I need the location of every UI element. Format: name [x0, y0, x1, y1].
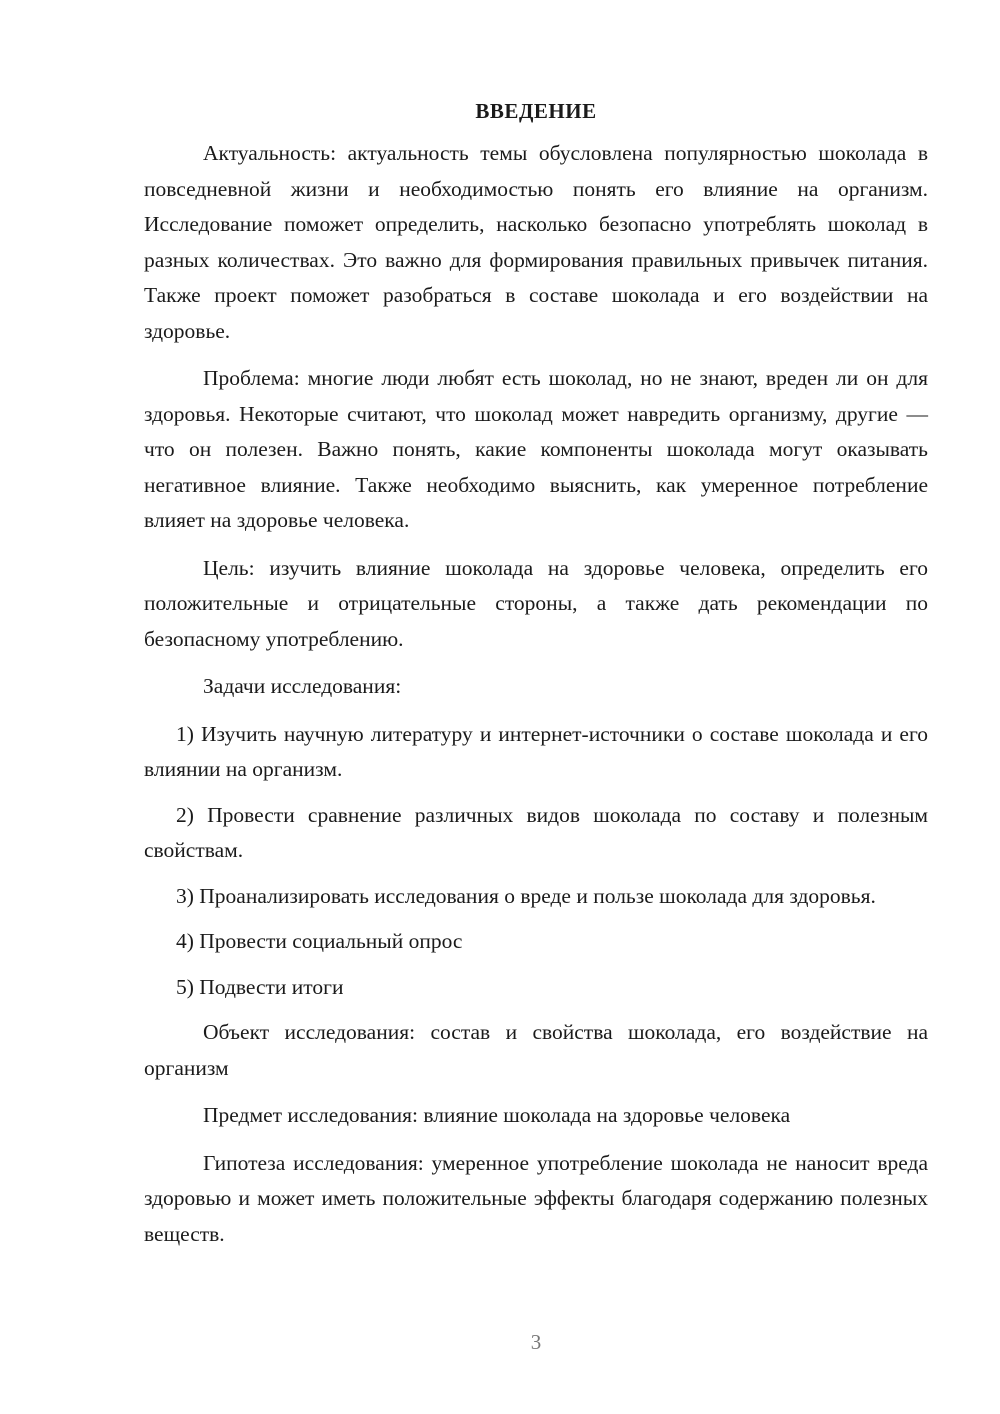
tasks-heading: Задачи исследования:: [203, 674, 402, 698]
task-item-5: 5) Подвести итоги: [176, 974, 344, 999]
task-item-1: 1) Изучить научную литературу и интернет-источники о составе шоколада и его влиянии на организм.: [144, 721, 928, 781]
goal-paragraph: Цель: изучить влияние шоколада на здоровье человека, определить его положительные и отрицательные стороны, а также дать рекомендации по безопасному употреблению.: [144, 555, 928, 651]
page-title: ВВЕДЕНИЕ: [475, 99, 597, 123]
task-item-2: 2) Провести сравнение различных видов шоколада по составу и полезным свойствам.: [144, 802, 928, 862]
document-page: [144, 96, 928, 1264]
subject-paragraph: Предмет исследования: влияние шоколада на здоровье человека: [203, 1103, 791, 1127]
task-item-3: 3) Проанализировать исследования о вреде и пользе шоколада для здоровья.: [176, 883, 876, 908]
hypothesis-paragraph: Гипотеза исследования: умеренное употребление шоколада не наносит вреда здоровью и может иметь положительные эффекты благодаря содержанию полезных веществ.: [144, 1150, 928, 1246]
relevance-paragraph: Актуальность: актуальность темы обусловлена популярностью шоколада в повседневной жизни и необходимостью понять его влияние на организм. Исследование поможет определить, насколько безопасно употреблять шоколад в разных количествах. Это важно для формирования правильных привычек питания. Также проект поможет разобраться в составе шоколада и его воздействии на здоровье.: [144, 141, 928, 343]
page-number: 3: [530, 1330, 542, 1354]
problem-paragraph: Проблема: многие люди любят есть шоколад, но не знают, вреден ли он для здоровья. Некоторые считают, что шоколад может навредить организму, другие — что он полезен. Важно понять, какие компоненты шоколада могут оказывать негативное влияние. Также необходимо выяснить, как умеренное потребление влияет на здоровье человека.: [144, 366, 928, 532]
object-paragraph: Объект исследования: состав и свойства шоколада, его воздействие на организм: [144, 1020, 928, 1080]
task-item-4: 4) Провести социальный опрос: [176, 929, 463, 953]
